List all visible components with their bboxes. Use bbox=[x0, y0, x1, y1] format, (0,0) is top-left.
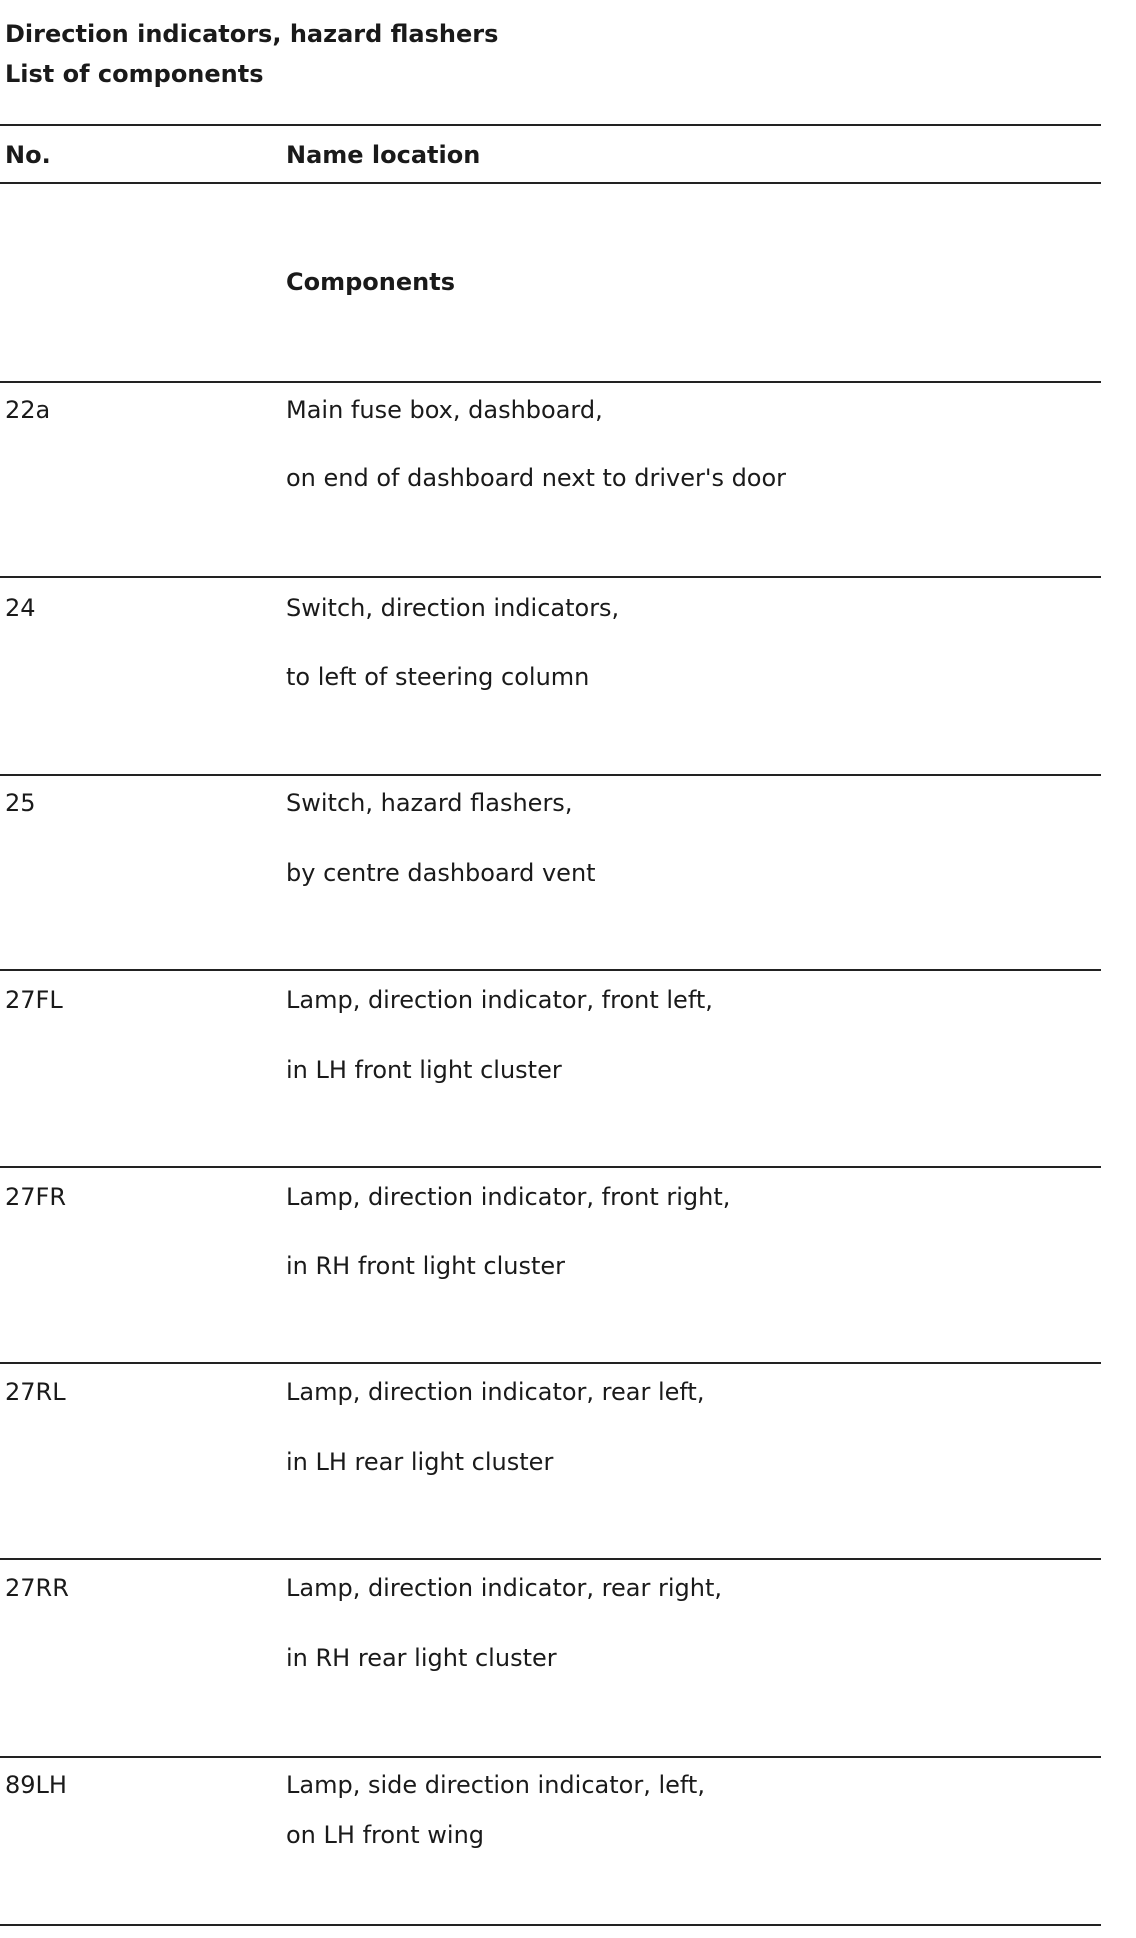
component-location: by centre dashboard vent bbox=[286, 859, 596, 887]
row-divider bbox=[0, 1362, 1101, 1364]
document-subtitle: List of components bbox=[5, 60, 264, 88]
component-name: Switch, hazard flashers, bbox=[286, 789, 573, 817]
component-number: 27FL bbox=[5, 986, 63, 1014]
component-number: 89LH bbox=[5, 1771, 67, 1799]
component-location: on LH front wing bbox=[286, 1821, 485, 1849]
column-header-no: No. bbox=[5, 141, 51, 169]
row-divider bbox=[0, 1756, 1101, 1758]
component-name: Lamp, direction indicator, rear left, bbox=[286, 1378, 705, 1406]
document-header bbox=[5, 14, 498, 94]
component-location: in LH front light cluster bbox=[286, 1056, 562, 1084]
component-location: to left of steering column bbox=[286, 663, 590, 691]
component-number: 25 bbox=[5, 789, 36, 817]
component-location: in RH front light cluster bbox=[286, 1252, 566, 1280]
column-header-name-location: Name location bbox=[286, 141, 481, 169]
component-number: 27FR bbox=[5, 1183, 67, 1211]
component-location: in RH rear light cluster bbox=[286, 1644, 557, 1672]
table-top-rule bbox=[0, 124, 1101, 126]
header-bottom-rule bbox=[0, 182, 1101, 184]
document-title: Direction indicators, hazard flashers bbox=[5, 20, 499, 48]
component-name: Lamp, side direction indicator, left, bbox=[286, 1771, 705, 1799]
row-divider bbox=[0, 1558, 1101, 1560]
component-name: Lamp, direction indicator, front right, bbox=[286, 1183, 731, 1211]
component-number: 27RR bbox=[5, 1574, 69, 1602]
component-location: on end of dashboard next to driver's door bbox=[286, 464, 787, 492]
component-location: in LH rear light cluster bbox=[286, 1448, 554, 1476]
row-divider bbox=[0, 1166, 1101, 1168]
row-divider bbox=[0, 381, 1101, 383]
component-number: 27RL bbox=[5, 1378, 66, 1406]
section-heading: Components bbox=[286, 268, 455, 296]
component-name: Lamp, direction indicator, rear right, bbox=[286, 1574, 722, 1602]
table-bottom-rule bbox=[0, 1924, 1101, 1926]
component-name: Main fuse box, dashboard, bbox=[286, 396, 603, 424]
row-divider bbox=[0, 576, 1101, 578]
row-divider bbox=[0, 774, 1101, 776]
component-number: 24 bbox=[5, 594, 36, 622]
row-divider bbox=[0, 969, 1101, 971]
component-name: Switch, direction indicators, bbox=[286, 594, 620, 622]
component-name: Lamp, direction indicator, front left, bbox=[286, 986, 713, 1014]
component-number: 22a bbox=[5, 396, 51, 424]
